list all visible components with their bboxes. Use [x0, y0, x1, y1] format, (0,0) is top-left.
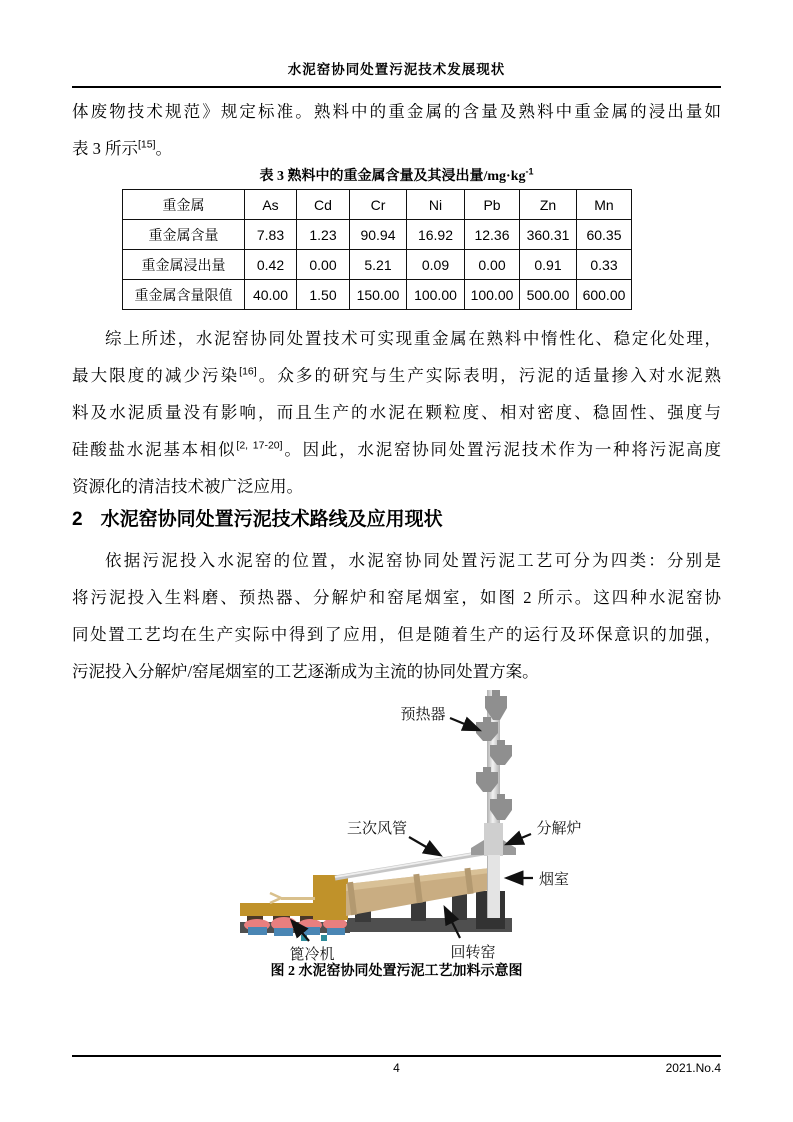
cell: 500.00: [520, 280, 577, 310]
body-text: 最大限度的减少污染: [72, 366, 240, 385]
cell: 0.09: [407, 250, 465, 280]
footer-divider: [72, 1055, 721, 1057]
cell: 90.94: [350, 220, 407, 250]
col-header: Mn: [577, 190, 632, 220]
col-header: Zn: [520, 190, 577, 220]
paragraph-continuation: [72, 93, 721, 167]
body-line: 资源化的清洁技术被广泛应用。: [72, 477, 303, 496]
body-line: 体废物技术规范》规定标准。熟料中的重金属的含量及熟料中重金属的浸出量如: [72, 102, 721, 121]
label-grate-cooler: 篦冷机: [289, 947, 335, 963]
cell: 12.36: [465, 220, 520, 250]
body-line: [72, 357, 721, 394]
col-header: Cd: [297, 190, 350, 220]
col-header: Ni: [407, 190, 465, 220]
col-header: As: [245, 190, 297, 220]
cell: 600.00: [577, 280, 632, 310]
cell: 1.50: [297, 280, 350, 310]
row-label: 重金属含量限值: [123, 280, 245, 310]
cell: 60.35: [577, 220, 632, 250]
body-line: 料及水泥质量没有影响，而且生产的水泥在颗粒度、相对密度、稳固性、强度与: [72, 403, 721, 422]
cell: 100.00: [465, 280, 520, 310]
body-text: 。: [155, 139, 173, 158]
cell: 0.42: [245, 250, 297, 280]
row-label: 重金属浸出量: [123, 250, 245, 280]
body-text: 表 3 所示: [72, 139, 138, 158]
label-smoke-chamber: 烟室: [538, 872, 570, 888]
body-text: 硅酸盐水泥基本相似: [72, 440, 237, 459]
citation-2-17-20: [2, 17-20]: [236, 439, 283, 452]
cell: 100.00: [407, 280, 465, 310]
cell: 360.31: [520, 220, 577, 250]
cell: 7.83: [245, 220, 297, 250]
figure-caption: 图 2 水泥窑协同处置污泥工艺加料示意图: [270, 964, 523, 979]
table-header-row: [123, 190, 632, 220]
section-title: 水泥窑协同处置污泥技术路线及应用现状: [100, 509, 443, 530]
section-heading: [72, 505, 721, 535]
body-line: 同处置工艺均在生产实际中得到了应用，但是随着生产的运行及环保意识的加强，: [72, 625, 721, 644]
body-line: 将污泥投入生料磨、预热器、分解炉和窑尾烟室，如图 2 所示。这四种水泥窑协: [72, 588, 721, 607]
body-line: 综上所述，水泥窑协同处置技术可实现重金属在熟料中惰性化、稳定化处理，: [105, 329, 721, 348]
cell: 0.00: [465, 250, 520, 280]
row-label: 重金属含量: [123, 220, 245, 250]
label-preheater: 预热器: [400, 707, 446, 723]
page-footer: [72, 1061, 721, 1079]
body-line: [72, 431, 721, 468]
label-tertiary-air-duct: 三次风管: [346, 821, 408, 837]
label-rotary-kiln: 回转窑: [450, 945, 496, 961]
body-text: 。众多的研究与生产实际表明，污泥的适量掺入对水泥熟: [256, 366, 721, 385]
section-number: 2: [72, 509, 83, 530]
header-divider: [72, 86, 721, 88]
citation-16: [16]: [239, 365, 257, 378]
running-header: 水泥窑协同处置污泥技术发展现状: [287, 62, 506, 77]
body-line: [72, 130, 721, 167]
heavy-metals-table: [122, 189, 632, 310]
cell: 0.00: [297, 250, 350, 280]
cell: 1.23: [297, 220, 350, 250]
table-row: [123, 280, 632, 310]
body-line: 污泥投入分解炉/窑尾烟室的工艺逐渐成为主流的协同处置方案。: [72, 662, 539, 681]
figure-kiln-schematic: [213, 688, 598, 963]
citation-15: [15]: [138, 138, 156, 151]
table-row: [123, 250, 632, 280]
paragraph-section2: [72, 542, 721, 690]
body-line: 依据污泥投入水泥窑的位置，水泥窑协同处置污泥工艺可分为四类：分别是: [105, 551, 721, 570]
table-row: [123, 220, 632, 250]
col-header: 重金属: [123, 190, 245, 220]
cell: 0.91: [520, 250, 577, 280]
cell: 16.92: [407, 220, 465, 250]
page-number: 4: [393, 1061, 400, 1075]
table-title: [72, 165, 721, 185]
cell: 150.00: [350, 280, 407, 310]
body-text: 。因此，水泥窑协同处置污泥技术作为一种将污泥高度: [282, 440, 721, 459]
paragraph-summary: [72, 320, 721, 505]
table-title-exponent: -1: [525, 166, 534, 177]
col-header: Pb: [465, 190, 520, 220]
label-calciner: 分解炉: [536, 821, 582, 837]
issue-number: 2021.No.4: [665, 1061, 721, 1075]
col-header: Cr: [350, 190, 407, 220]
cell: 40.00: [245, 280, 297, 310]
cell: 0.33: [577, 250, 632, 280]
cell: 5.21: [350, 250, 407, 280]
table-title-text: 表 3 熟料中的重金属含量及其浸出量/mg·kg: [259, 169, 526, 184]
